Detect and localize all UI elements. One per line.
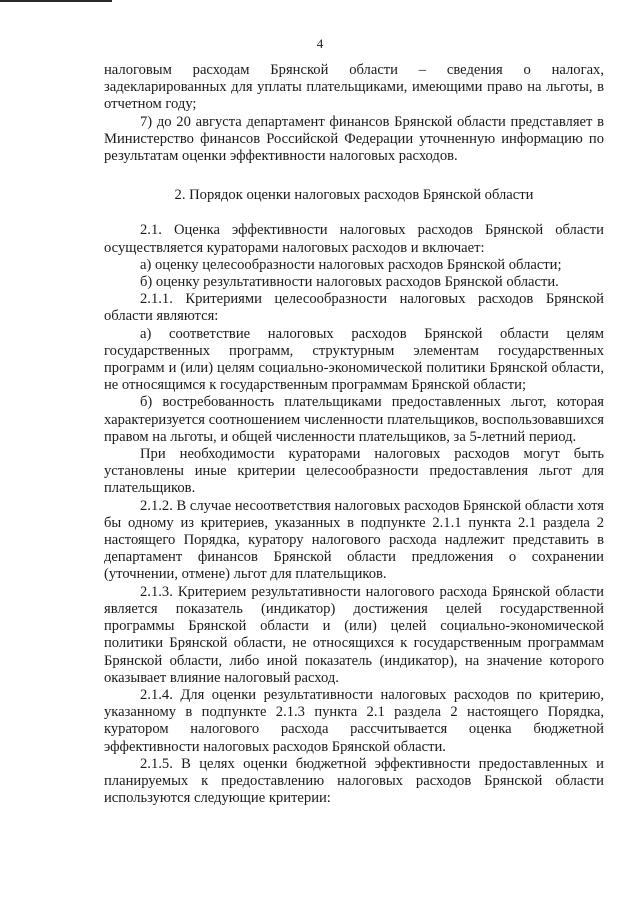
paragraph: налоговым расходам Брянской области – сведения о налогах, задекларированных для уплаты плательщиками, имеющими право на льготы, в отчетном году; [104,62,604,113]
list-item: а) соответствие налоговых расходов Брянской области целям государственных программ, структурным элементам государственных программ и (или) целям социально-экономической политики Брянской области, не относящимся к государственным программам Брянской области; [104,325,604,394]
paragraph: 2.1. Оценка эффективности налоговых расходов Брянской области осуществляется кураторами налоговых расходов и включает: [104,222,604,256]
top-edge-rule [0,0,112,2]
paragraph: 2.1.3. Критерием результативности налогового расхода Брянской области является показатель (индикатор) достижения целей государственной программы Брянской области и (или) целей социально-экономической политики Брянской области, не относящихся к государственным программам Брянской области, либо иной показатель (индикатор), на значение которого оказывает влияние налоговый расход. [104,583,604,686]
list-item: а) оценку целесообразности налоговых расходов Брянской области; [140,256,562,273]
document-body [104,62,604,807]
paragraph: При необходимости кураторами налоговых расходов могут быть установлены иные критерии целесообразности предоставления льгот для плательщиков. [104,446,604,497]
list-item: б) востребованность плательщиками предоставленных льгот, которая характеризуется соотношением численности плательщиков, воспользовавшихся правом на льготы, и общей численности плательщиков, за 5-летний период. [104,394,604,445]
paragraph: 2.1.4. Для оценки результативности налоговых расходов по критерию, указанному в подпункте 2.1.3 пункта 2.1 раздела 2 настоящего Порядка, куратором налогового расхода рассчитывается оценка бюджетной эффективности налоговых расходов Брянской области. [104,686,604,755]
paragraph: 7) до 20 августа департамент финансов Брянской области представляет в Министерство финансов Российской Федерации уточненную информацию по результатам оценки эффективности налоговых расходов. [104,113,604,165]
paragraph: 2.1.1. Критериями целесообразности налоговых расходов Брянской области являются: [104,291,604,325]
page-number: 4 [316,36,324,51]
section-heading: 2. Порядок оценки налоговых расходов Брянской области [174,187,534,204]
paragraph: 2.1.2. В случае несоответствия налоговых расходов Брянской области хотя бы одному из критериев, указанных в подпункте 2.1.1 пункта 2.1 раздела 2 настоящего Порядка, куратору налогового расхода надлежит представить в департамент финансов Брянской области предложения о сохранении (уточнении, отмене) льгот для плательщиков. [104,497,604,583]
paragraph: 2.1.5. В целях оценки бюджетной эффективности предоставленных и планируемых к предоставлению налоговых расходов Брянской области используются следующие критерии: [104,755,604,807]
list-item: б) оценку результативности налоговых расходов Брянской области. [140,274,559,291]
